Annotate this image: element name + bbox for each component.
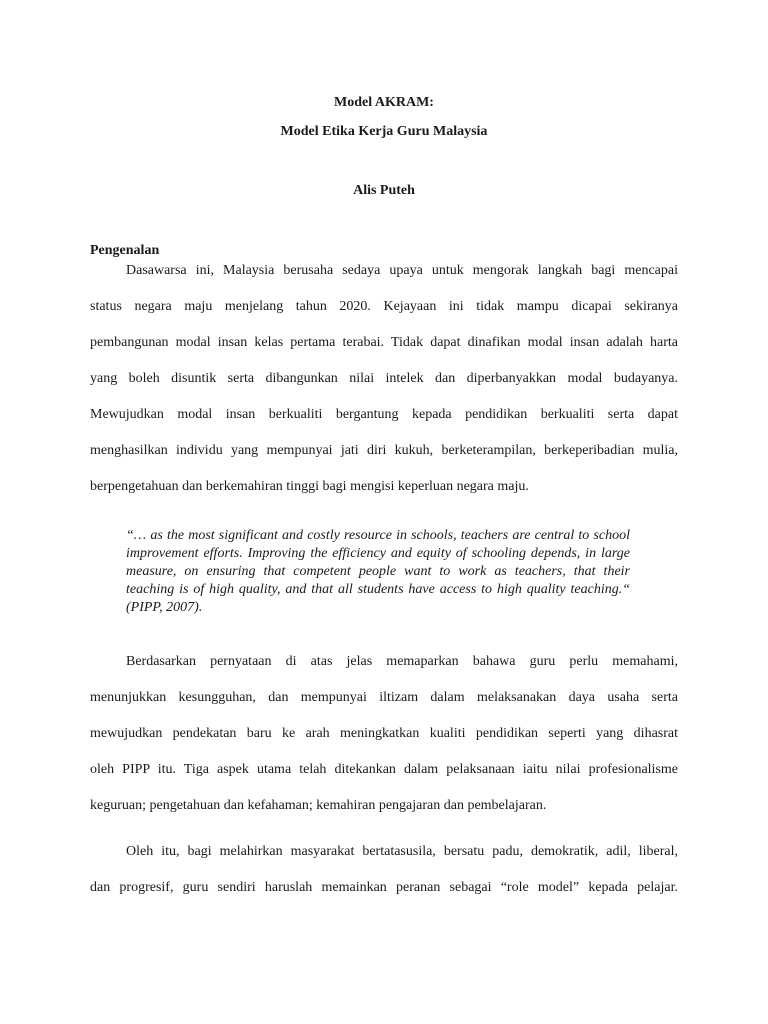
quote-line: improvement efforts. Improving the efficiency and equity of schooling depends, in large (126, 546, 630, 561)
quote-line: measure, on ensuring that competent people want to work as teachers, that their (126, 564, 630, 579)
paragraph-line: Mewujudkan modal insan berkualiti bergantung kepada pendidikan berkualiti serta dapat (90, 407, 678, 422)
block-quote (126, 527, 630, 617)
paragraph-second (90, 653, 678, 833)
quote-line: “… as the most significant and costly resource in schools, teachers are central to school (126, 528, 630, 543)
paragraph-line: yang boleh disuntik serta dibangunkan nilai intelek dan diperbanyakkan modal budayanya. (90, 371, 678, 386)
paragraph-line: keguruan; pengetahuan dan kefahaman; kemahiran pengajaran dan pembelajaran. (90, 798, 547, 813)
quote-line: teaching is of high quality, and that all students have access to high quality teaching.“ (126, 582, 630, 597)
quote-citation: (PIPP, 2007). (126, 600, 203, 615)
paragraph-line: Oleh itu, bagi melahirkan masyarakat bertatasusila, bersatu padu, demokratik, adil, liberal, (126, 844, 678, 859)
paragraph-line: berpengetahuan dan berkemahiran tinggi bagi mengisi keperluan negara maju. (90, 479, 529, 494)
paragraph-line: oleh PIPP itu. Tiga aspek utama telah ditekankan dalam pelaksanaan iaitu nilai profesionalisme (90, 762, 678, 777)
document-title-line-2: Model Etika Kerja Guru Malaysia (280, 124, 488, 139)
paragraph-line: menunjukkan kesungguhan, dan mempunyai iltizam dalam melaksanakan daya usaha serta (90, 690, 678, 705)
document-title-line-1: Model AKRAM: (334, 95, 434, 110)
paragraph-line: pembangunan modal insan kelas pertama terabai. Tidak dapat dinafikan modal insan adalah harta (90, 335, 678, 350)
paragraph-line: Dasawarsa ini, Malaysia berusaha sedaya upaya untuk mengorak langkah bagi mencapai (126, 263, 678, 278)
paragraph-line: Berdasarkan pernyataan di atas jelas memaparkan bahawa guru perlu memahami, (126, 654, 678, 669)
paragraph-line: status negara maju menjelang tahun 2020. Kejayaan ini tidak mampu dicapai sekiranya (90, 299, 678, 314)
section-heading: Pengenalan (90, 243, 160, 258)
paragraph-line: mewujudkan pendekatan baru ke arah meningkatkan kualiti pendidikan seperti yang dihasrat (90, 726, 678, 741)
paragraph-line: dan progresif, guru sendiri haruslah memainkan peranan sebagai “role model” kepada pelajar. (90, 880, 678, 895)
paragraph-third (90, 843, 678, 915)
author-name: Alis Puteh (353, 183, 415, 198)
paragraph-introduction (90, 262, 678, 514)
paragraph-line: menghasilkan individu yang mempunyai jati diri kukuh, berketerampilan, berkeperibadian mulia, (90, 443, 678, 458)
